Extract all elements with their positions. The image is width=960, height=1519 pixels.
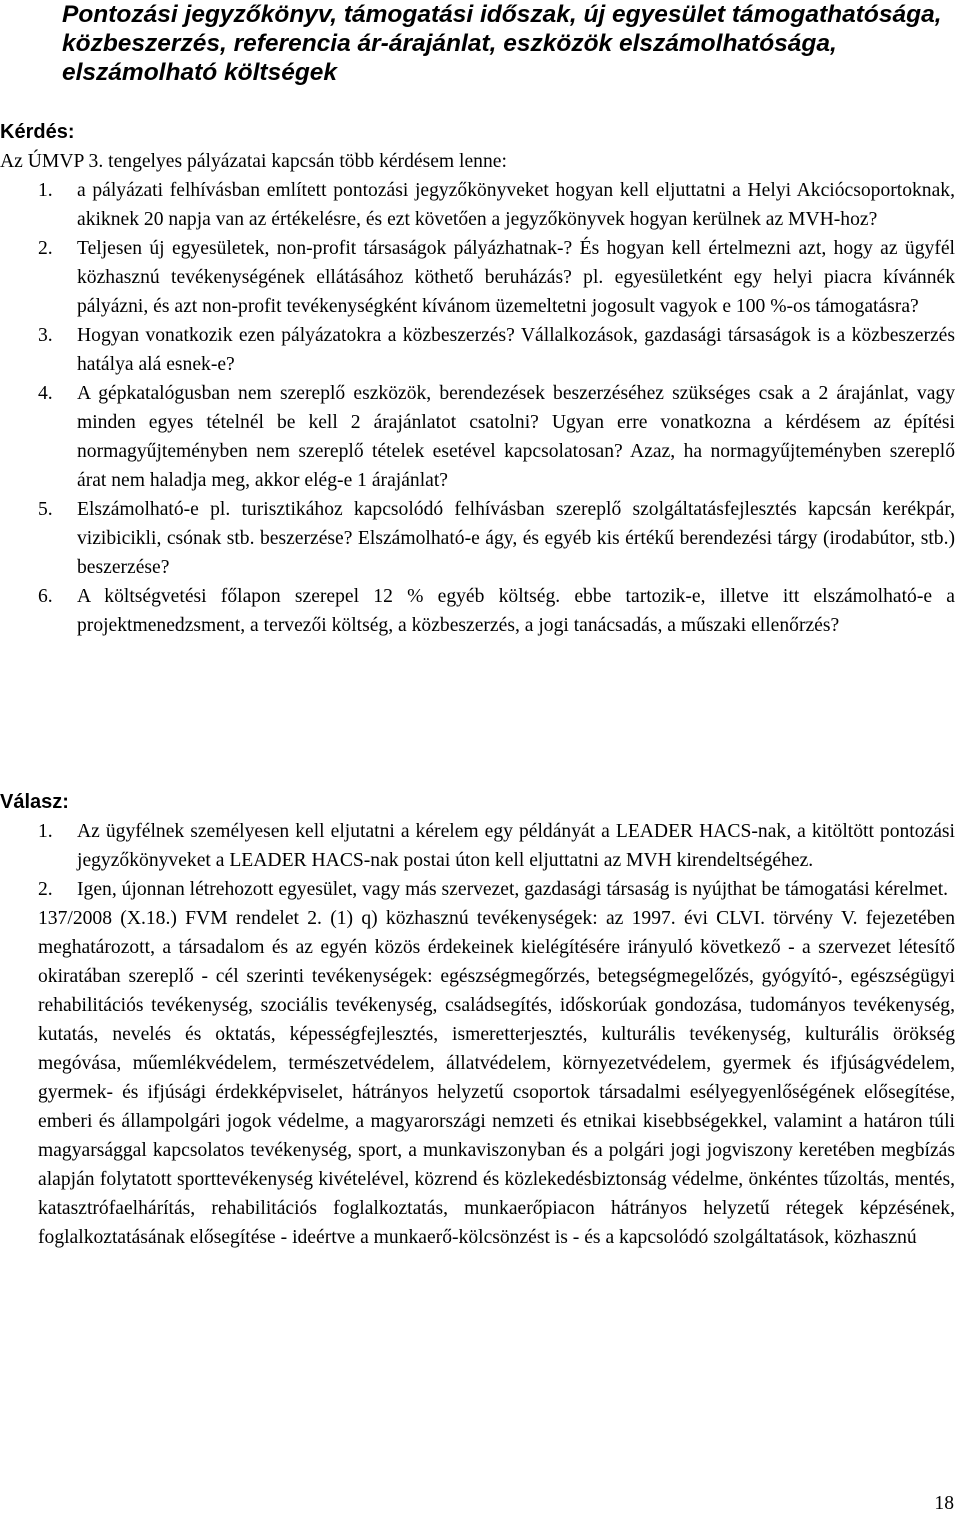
page-number: 18 xyxy=(934,1493,954,1514)
question-item xyxy=(0,582,960,640)
question-text: a pályázati felhívásban említett pontozási jegyzőkönyveket hogyan kell eljuttatni a Helyi Akciócsoportoknak, akiknek 20 napja van az értékelésre, és ezt követően a jegyzőkönyvek hogyan kerülnek az MVH-hoz? xyxy=(77,180,955,230)
question-number: 4. xyxy=(38,383,53,404)
title-line-1: Pontozási jegyzőkönyv, támogatási időszak, új egyesület támogathatósága, xyxy=(62,1,942,28)
question-text: Elszámolható-e pl. turisztikához kapcsolódó felhívásban szereplő szolgáltatásfejlesztés kapcsán kerékpár, vizibicikli, csónak stb. beszerzése? Elszámolható-e ágy, és egyéb kis értékű berendezési tárgy (irodabútor, stb.) beszerzése? xyxy=(77,499,955,578)
answer-list xyxy=(0,817,960,904)
question-heading: Kérdés: xyxy=(0,121,75,143)
question-intro: Az ÚMVP 3. tengelyes pályázatai kapcsán több kérdésem lenne: xyxy=(0,151,507,172)
question-number: 3. xyxy=(38,325,53,346)
question-number: 2. xyxy=(38,238,53,259)
question-item xyxy=(0,379,960,495)
answer-section xyxy=(0,788,960,1252)
question-text: Hogyan vonatkozik ezen pályázatokra a közbeszerzés? Vállalkozások, gazdasági társaságok is a közbeszerzés hatálya alá esnek-e? xyxy=(77,325,955,375)
answer-item xyxy=(0,817,960,875)
question-number: 1. xyxy=(38,180,53,201)
answer-text: Az ügyfélnek személyesen kell eljutatni a kérelem egy példányát a LEADER HACS-nak, a kitöltött pontozási jegyzőkönyveket a LEADER HACS-nak postai úton kell eljuttatni az MVH kirendeltségéhez. xyxy=(77,821,955,871)
answer-number: 2. xyxy=(38,879,53,900)
answer-heading: Válasz: xyxy=(0,791,69,813)
question-text: Teljesen új egyesületek, non-profit társaságok pályázhatnak-? És hogyan kell értelmezni azt, hogy az ügyfél közhasznú tevékenységének ellátásához köthető beruházás? pl. egyesületként egy helyi piacra kívánnék pályázni, és azt non-profit tevékenységként kívánom üzemeltetni jogosult vagyok e 100 %-os támogatásra? xyxy=(77,238,955,317)
question-number: 5. xyxy=(38,499,53,520)
question-list xyxy=(0,176,960,640)
question-item xyxy=(0,176,960,234)
answer-number: 1. xyxy=(38,821,53,842)
question-item xyxy=(0,495,960,582)
answer-text: Igen, újonnan létrehozott egyesület, vagy más szervezet, gazdasági társaság is nyújthat be támogatási kérelmet. xyxy=(77,879,949,900)
document-title xyxy=(62,0,960,87)
question-text: A költségvetési főlapon szerepel 12 % egyéb költség. ebbe tartozik-e, illetve itt elszámolható-e a projektmenedzsment, a tervezői költség, a közbeszerzés, a jogi tanácsadás, a műszaki ellenőrzés? xyxy=(77,586,955,636)
question-number: 6. xyxy=(38,586,53,607)
question-section xyxy=(0,118,960,640)
title-line-2: közbeszerzés, referencia ár-árajánlat, eszközök elszámolhatósága, xyxy=(62,30,837,57)
question-item xyxy=(0,321,960,379)
title-line-3: elszámolható költségek xyxy=(62,59,338,86)
answer-paragraph: 137/2008 (X.18.) FVM rendelet 2. (1) q) közhasznú tevékenységek: az 1997. évi CLVI. törvény V. fejezetében meghatározott, a társadalom és az egyén közös érdekeinek kielégítésére irányuló következő - a szervezet létesítő okiratában szereplő - cél szerinti tevékenységek: egészségmegőrzés, betegségmegelőzés, gyógyító-, egészségügyi rehabilitációs tevékenység, szociális tevékenység, családsegítés, időskorúak gondozása, tudományos tevékenység, kutatás, nevelés és oktatás, képességfejlesztés, ismeretterjesztés, kulturális tevékenység, kulturális örökség megóvása, műemlékvédelem, természetvédelem, állatvédelem, környezetvédelem, gyermek és ifjúságvédelem, gyermek- és ifjúsági érdekképviselet, hátrányos helyzetű csoportok társadalmi esélyegyenlőségének elősegítése, emberi és állampolgári jogok védelme, a magyarországi nemzeti és etnikai kisebbségekkel, valamint a határon túli magyarsággal kapcsolatos tevékenység, sport, a munkaviszonyban és a polgári jogi jogviszony keretében megbízás alapján folytatott sporttevékenység kivételével, közrend és közlekedésbiztonság védelme, önkéntes tűzoltás, mentés, katasztrófaelhárítás, rehabilitációs foglalkoztatás, munkaerőpiacon hátrányos helyzetű rétegek képzésének, foglalkoztatásának elősegítése - ideértve a munkaerő-kölcsönzést is - és a kapcsolódó szolgáltatások, közhasznú xyxy=(38,908,955,1248)
question-text: A gépkatalógusban nem szereplő eszközök, berendezések beszerzéséhez szükséges csak a 2 árajánlat, vagy minden egyes tételnél be kell 2 árajánlatot csatolni? Ugyan erre vonatkozna a kérdésem az építési normagyűjteményben nem szereplő tételek esetével kapcsolatosan? Azaz, ha normagyűjteményben szereplő árat nem haladja meg, akkor elég-e 1 árajánlat? xyxy=(77,383,955,491)
question-item xyxy=(0,234,960,321)
answer-item xyxy=(0,875,960,904)
